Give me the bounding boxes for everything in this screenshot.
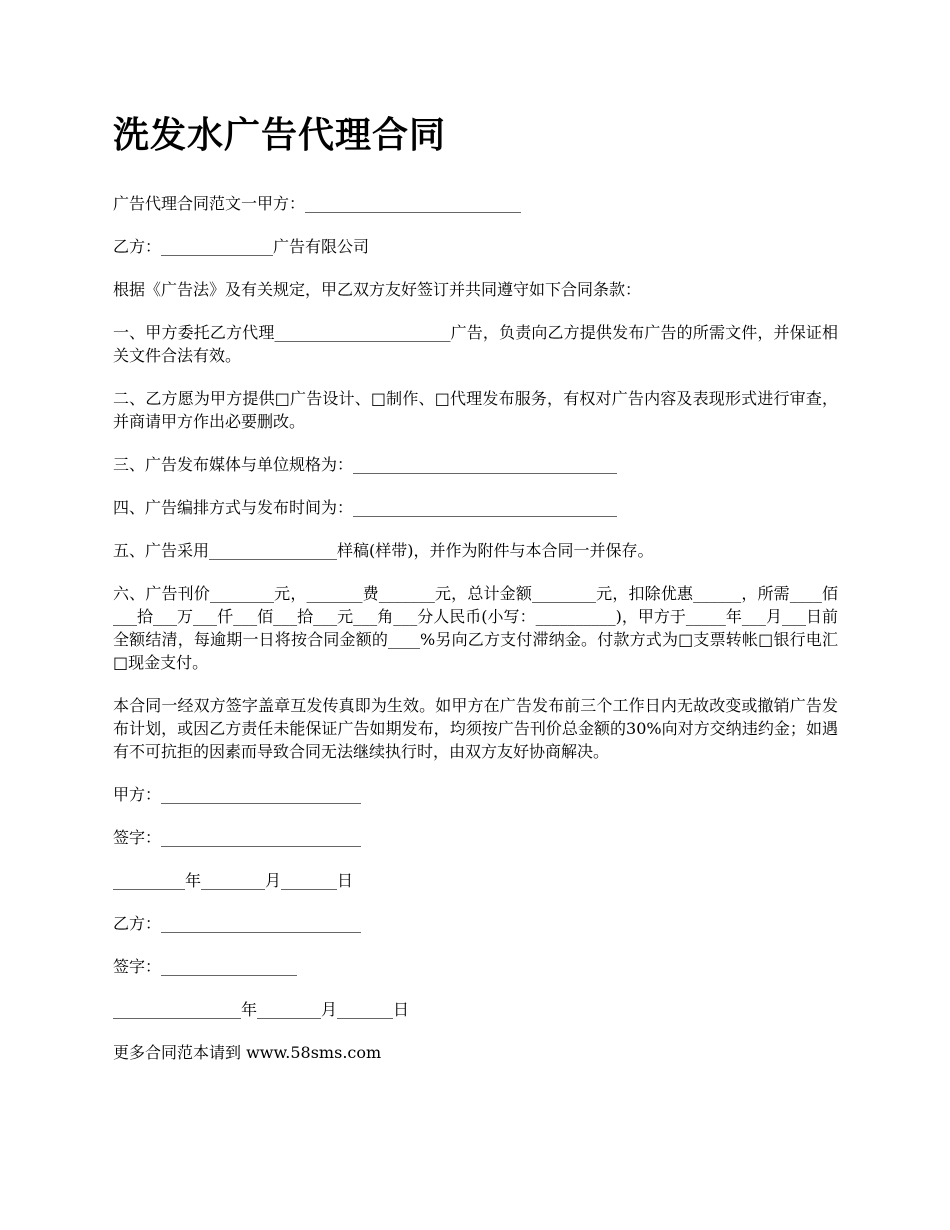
clause-4: 四、广告编排方式与发布时间为：_________________________________	[113, 498, 618, 517]
signature-party-a: 甲方：_________________________	[113, 785, 362, 804]
signature-party-a-date: _________年________月_______日	[113, 871, 354, 890]
clause-2: 二、乙方愿为甲方提供□广告设计、□制作、□代理发布服务，有权对广告内容及表现形式进行审查，并商请甲方作出必要删改。	[113, 389, 838, 431]
document-page	[113, 110, 838, 1084]
preamble: 根据《广告法》及有关规定，甲乙双方友好签订并共同遵守如下合同条款：	[113, 280, 642, 299]
clause-3: 三、广告发布媒体与单位规格为：_________________________________	[113, 455, 618, 474]
signature-party-b: 乙方：_________________________	[113, 914, 362, 933]
clause-1: 一、甲方委托乙方代理______________________广告，负责向乙方提供发布广告的所需文件，并保证相关文件合法有效。	[113, 323, 838, 365]
signature-party-a-sign: 签字：_________________________	[113, 828, 362, 847]
intro-party-a: 广告代理合同范文一甲方：___________________________	[113, 194, 522, 213]
footer-note: 更多合同范本请到 www.58sms.com	[113, 1043, 382, 1062]
document-title: 洗发水广告代理合同	[113, 115, 447, 156]
signature-party-b-sign: 签字：_________________	[113, 957, 298, 976]
clause-6: 六、广告刊价________元，_______费_______元，总计金额________元，扣除优惠______，所需____佰___拾___万___仟___佰___拾___元___角___分人民币(小写：__________)，甲方于_____年___月___日前全额结清，每逾期一日将按合同金额的____%另向乙方支付滞纳金。付款方式为□支票转帐□银行电汇□现金支付。	[113, 584, 838, 672]
clause-5: 五、广告采用________________样稿(样带)，并作为附件与本合同一并保存。	[113, 541, 654, 560]
intro-party-b: 乙方：______________广告有限公司	[113, 237, 370, 256]
signature-party-b-date: ________________年________月_______日	[113, 1000, 410, 1019]
effectiveness-clause: 本合同一经双方签字盖章互发传真即为生效。如甲方在广告发布前三个工作日内无故改变或撤销广告发布计划，或因乙方责任未能保证广告如期发布，均须按广告刊价总金额的30%向对方交纳违约金；如遇有不可抗拒的因素而导致合同无法继续执行时，由双方友好协商解决。	[113, 696, 838, 761]
